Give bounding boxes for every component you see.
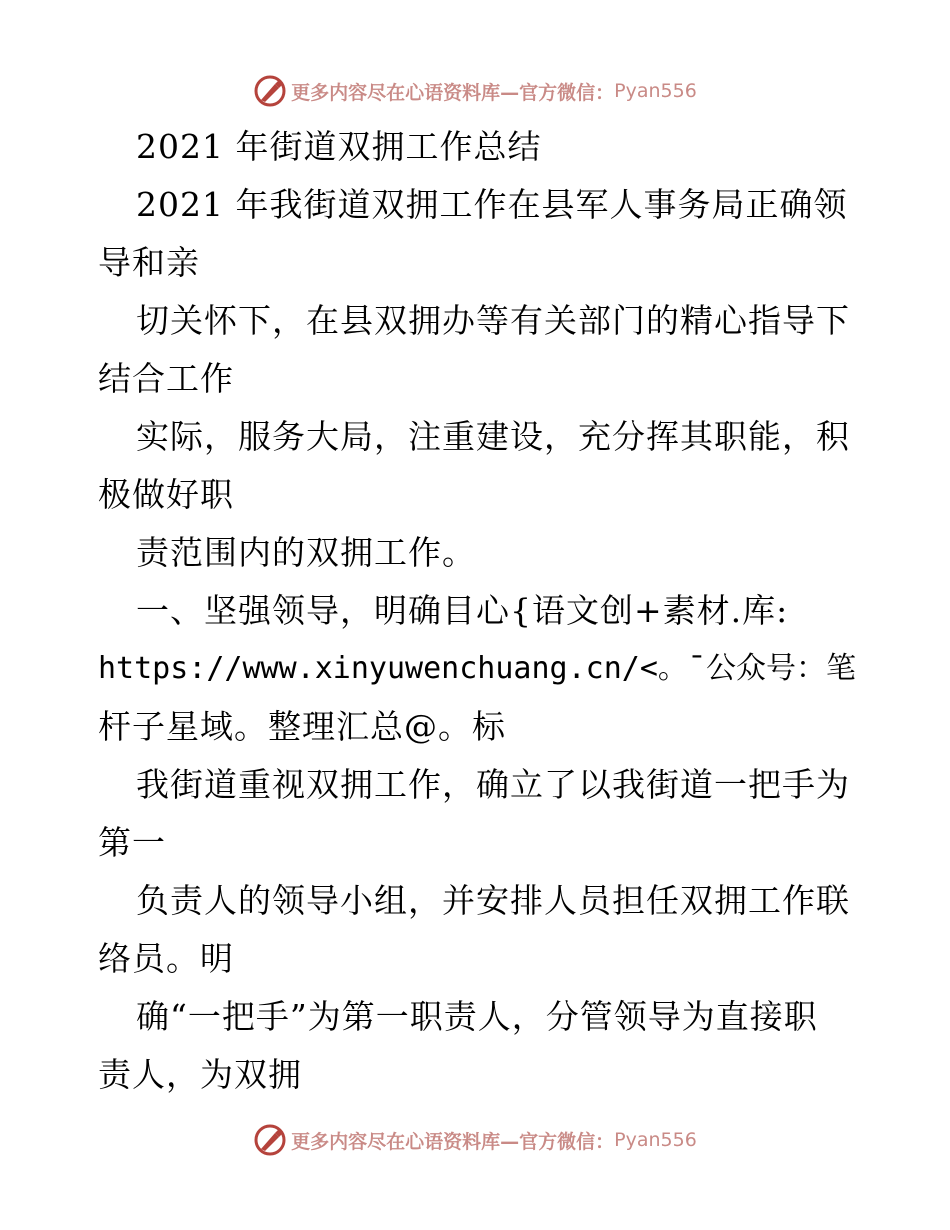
- pen-logo-icon: [253, 74, 287, 108]
- wechat-id: Pyan556: [614, 80, 697, 102]
- doc-line: 确“一把手”为第一职责人，分管领导为直接职: [136, 997, 818, 1036]
- doc-line: 杆子星域。整理汇总@。标: [98, 707, 506, 746]
- doc-line: 导和亲: [98, 243, 200, 282]
- doc-line-url: https://www.xinyuwenchuang.cn/<。¯公众号：笔: [98, 651, 856, 686]
- doc-line: 第一: [98, 823, 166, 862]
- banner-slogan: 更多内容尽在心语资料库—官方微信：: [291, 81, 615, 104]
- banner-slogan: 更多内容尽在心语资料库—官方微信：: [291, 1130, 615, 1153]
- doc-line: 负责人的领导小组，并安排人员担任双拥工作联: [136, 881, 850, 920]
- doc-line: 结合工作: [98, 359, 234, 398]
- doc-line: 切关怀下，在县双拥办等有关部门的精心指导下: [136, 301, 850, 340]
- wechat-id: Pyan556: [614, 1129, 697, 1151]
- document-body: [98, 118, 858, 1104]
- doc-line: 2021 年我街道双拥工作在县军人事务局正确领: [136, 185, 848, 224]
- header-banner: [0, 71, 950, 111]
- doc-line: 络员。明: [98, 939, 234, 978]
- section-heading: 一、坚强领导，明确目心{语文创+素材.库:: [136, 591, 789, 630]
- doc-line: 责人，为双拥: [98, 1055, 302, 1094]
- footer-banner: [0, 1120, 950, 1160]
- pen-logo-icon: [253, 1123, 287, 1157]
- doc-title: 2021 年街道双拥工作总结: [136, 127, 542, 166]
- doc-line: 极做好职: [98, 475, 234, 514]
- doc-line: 我街道重视双拥工作，确立了以我街道一把手为: [136, 765, 850, 804]
- doc-line: 责范围内的双拥工作。: [136, 533, 476, 572]
- doc-line: 实际，服务大局，注重建设，充分挥其职能，积: [136, 417, 850, 456]
